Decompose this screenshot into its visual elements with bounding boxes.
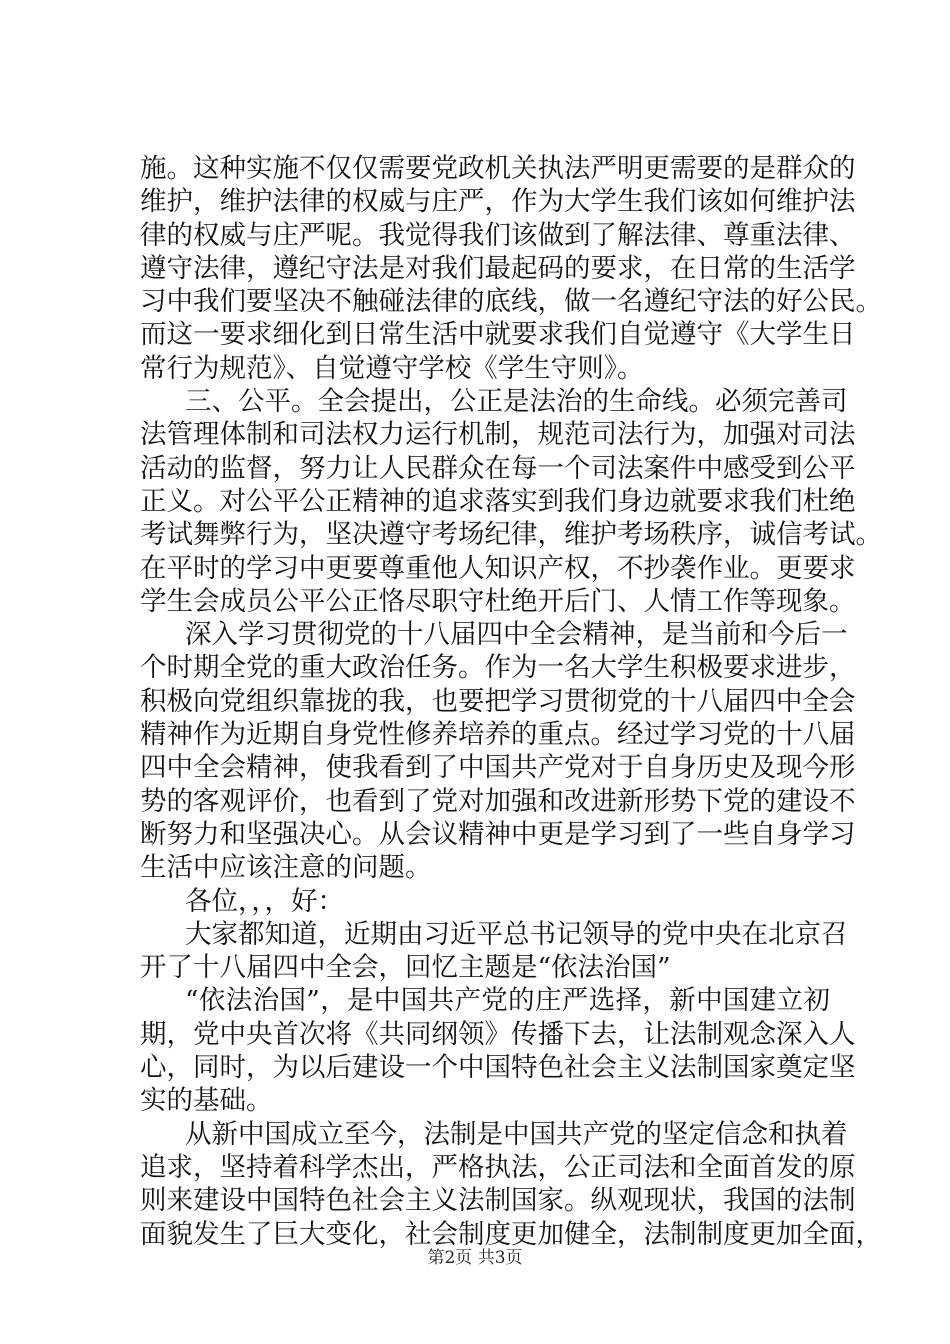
text-line: 实的基础。 bbox=[140, 1085, 273, 1117]
text-line: 追求，坚持着科学杰出，严格执法，公正司法和全面首发的原 bbox=[140, 1151, 856, 1183]
text-line: 精神作为近期自身党性修养培养的重点。经过学习党的十八届 bbox=[140, 719, 856, 751]
text-line: 积极向党组织靠拢的我，也要把学习贯彻党的十八届四中全会 bbox=[140, 685, 856, 717]
text-line: 从新中国成立至今，法制是中国共产党的坚定信念和执着 bbox=[185, 1118, 848, 1150]
text-line: 而这一要求细化到日常生活中就要求我们自觉遵守《大学生日 bbox=[140, 319, 856, 351]
text-line: 大家都知道，近期由习近平总书记领导的党中央在北京召 bbox=[185, 918, 848, 950]
text-line: 心，同时，为以后建设一个中国特色社会主义法制国家奠定坚 bbox=[140, 1052, 856, 1084]
text-line: 维护，维护法律的权威与庄严，作为大学生我们该如何维护法 bbox=[140, 186, 856, 218]
text-line: 在平时的学习中更要尊重他人知识产权，不抄袭作业。更要求 bbox=[140, 552, 856, 584]
text-line: 生活中应该注意的问题。 bbox=[140, 852, 432, 884]
text-line: 施。这种实施不仅仅需要党政机关执法严明更需要的是群众的 bbox=[140, 153, 856, 184]
text-line: 法管理体制和司法权力运行机制，规范司法行为，加强对司法 bbox=[140, 419, 856, 451]
document-body bbox=[140, 152, 882, 1251]
text-line: 开了十八届四中全会，回忆主题是“依法治国” bbox=[140, 952, 671, 984]
text-line: 各位，，，好： bbox=[185, 885, 344, 917]
text-line: 遵守法律，遵纪守法是对我们最起码的要求，在日常的生活学 bbox=[140, 252, 856, 284]
text-line: 面貌发生了巨大变化，社会制度更加健全，法制制度更加全面， bbox=[140, 1218, 882, 1250]
text-line: 律的权威与庄严呢。我觉得我们该做到了解法律、尊重法律、 bbox=[140, 219, 856, 251]
page-number-label: 第2页 共3页 bbox=[427, 1248, 523, 1268]
page-number-footer bbox=[0, 1247, 950, 1269]
text-line: 三、公平。全会提出，公正是法治的生命线。必须完善司 bbox=[185, 386, 848, 418]
text-line: 正义。对公平公正精神的追求落实到我们身边就要求我们杜绝 bbox=[140, 485, 856, 517]
text-line: 习中我们要坚决不触碰法律的底线，做一名遵纪守法的好公民。 bbox=[140, 286, 882, 318]
text-line: 断努力和坚强决心。从会议精神中更是学习到了一些自身学习 bbox=[140, 818, 856, 850]
text-line: 个时期全党的重大政治任务。作为一名大学生积极要求进步， bbox=[140, 652, 856, 684]
text-line: “依法治国”，是中国共产党的庄严选择，新中国建立初 bbox=[185, 985, 830, 1017]
text-line: 常行为规范》、自觉遵守学校《学生守则》。 bbox=[140, 352, 644, 384]
text-line: 活动的监督，努力让人民群众在每一个司法案件中感受到公平 bbox=[140, 452, 856, 484]
text-line: 势的客观评价，也看到了党对加强和改进新形势下党的建设不 bbox=[140, 785, 856, 817]
text-line: 四中全会精神，使我看到了中国共产党对于自身历史及现今形 bbox=[140, 752, 856, 784]
text-line: 深入学习贯彻党的十八届四中全会精神，是当前和今后一 bbox=[185, 619, 848, 651]
text-line: 学生会成员公平公正恪尽职守杜绝开后门、人情工作等现象。 bbox=[140, 585, 856, 617]
text-line: 考试舞弊行为，坚决遵守考场纪律，维护考场秩序，诚信考试。 bbox=[140, 519, 882, 551]
text-line: 则来建设中国特色社会主义法制国家。纵观现状，我国的法制 bbox=[140, 1185, 856, 1217]
text-line: 期，党中央首次将《共同纲领》传播下去，让法制观念深入人 bbox=[140, 1018, 856, 1050]
